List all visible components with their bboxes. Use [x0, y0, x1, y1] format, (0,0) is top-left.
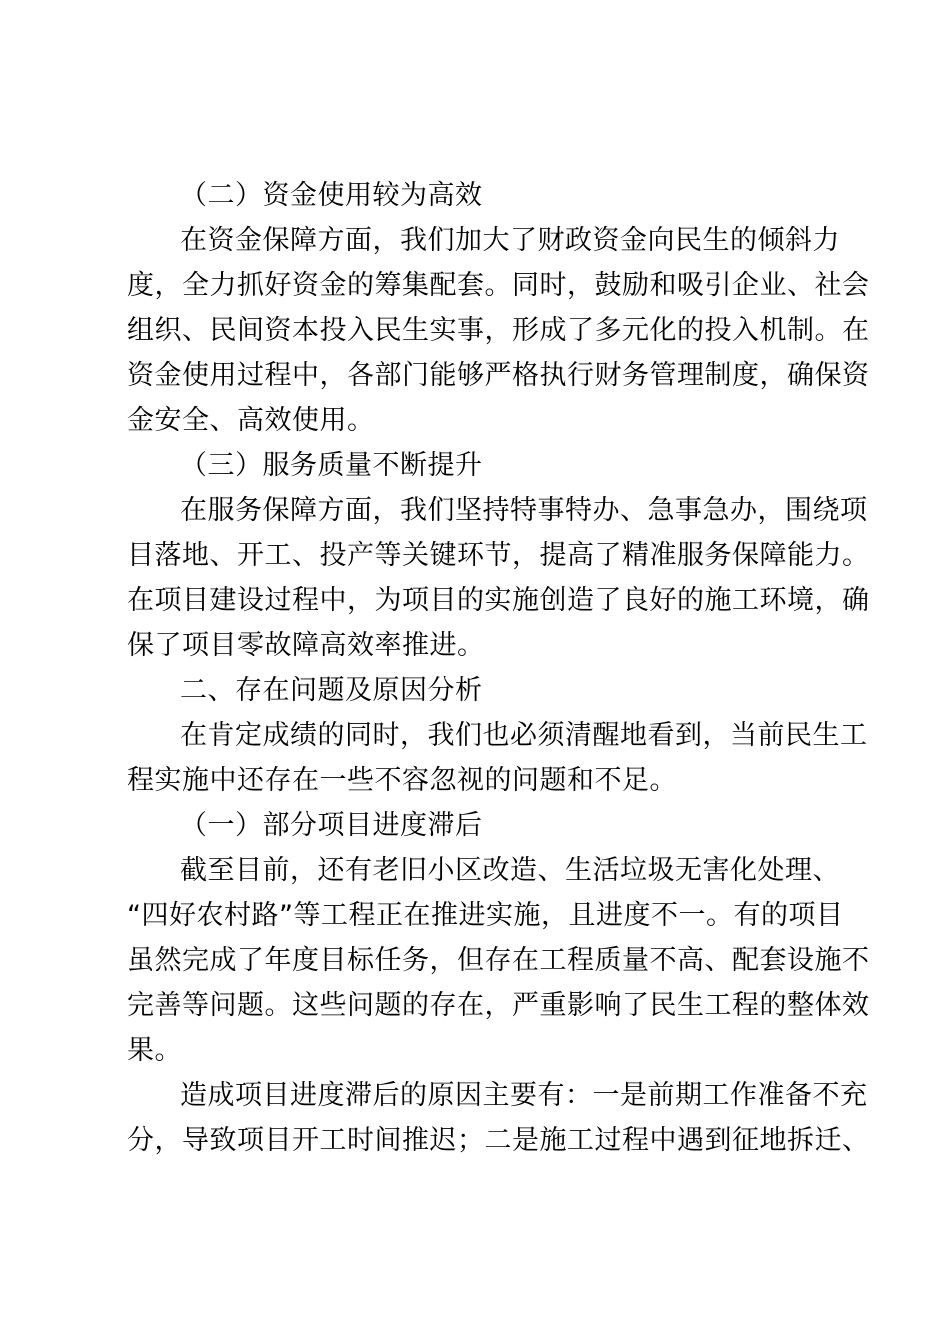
- paragraph-line: 资金使用过程中，各部门能够严格执行财务管理制度，确保资: [127, 360, 870, 391]
- section-heading-funding: （二）资金使用较为高效: [180, 180, 483, 211]
- paragraph-line: 金安全、高效使用。: [127, 405, 375, 436]
- paragraph-line: 在项目建设过程中，为项目的实施创造了良好的施工环境，确: [127, 585, 870, 616]
- paragraph-line: 完善等问题。这些问题的存在，严重影响了民生工程的整体效: [127, 990, 870, 1021]
- document-body: [127, 173, 870, 1163]
- paragraph-line: 截至目前，还有老旧小区改造、生活垃圾无害化处理、: [180, 855, 840, 886]
- paragraph-line: 在服务保障方面，我们坚持特事特办、急事急办，围绕项: [180, 495, 868, 526]
- paragraph-line: 果。: [127, 1035, 182, 1066]
- paragraph-line: 程实施中还存在一些不容忽视的问题和不足。: [127, 765, 677, 796]
- paragraph-line: “四好农村路”等工程正在推进实施，且进度不一。有的项目: [127, 900, 844, 931]
- section-heading-service: （三）服务质量不断提升: [180, 450, 483, 481]
- paragraph-line: 在肯定成绩的同时，我们也必须清醒地看到，当前民生工: [180, 720, 868, 751]
- paragraph-line: 目落地、开工、投产等关键环节，提高了精准服务保障能力。: [127, 540, 870, 571]
- paragraph-line: 保了项目零故障高效率推进。: [127, 630, 485, 661]
- paragraph-line: 造成项目进度滞后的原因主要有：一是前期工作准备不充: [180, 1080, 868, 1111]
- section-heading-problems: 二、存在问题及原因分析: [180, 675, 483, 706]
- paragraph-line: 度，全力抓好资金的筹集配套。同时，鼓励和吸引企业、社会: [127, 270, 870, 301]
- paragraph-line: 虽然完成了年度目标任务，但存在工程质量不高、配套设施不: [127, 945, 870, 976]
- paragraph-line: 在资金保障方面，我们加大了财政资金向民生的倾斜力: [180, 225, 840, 256]
- section-heading-delays: （一）部分项目进度滞后: [180, 810, 483, 841]
- paragraph-line: 组织、民间资本投入民生实事，形成了多元化的投入机制。在: [127, 315, 870, 346]
- paragraph-line: 分，导致项目开工时间推迟；二是施工过程中遇到征地拆迁、: [127, 1125, 870, 1156]
